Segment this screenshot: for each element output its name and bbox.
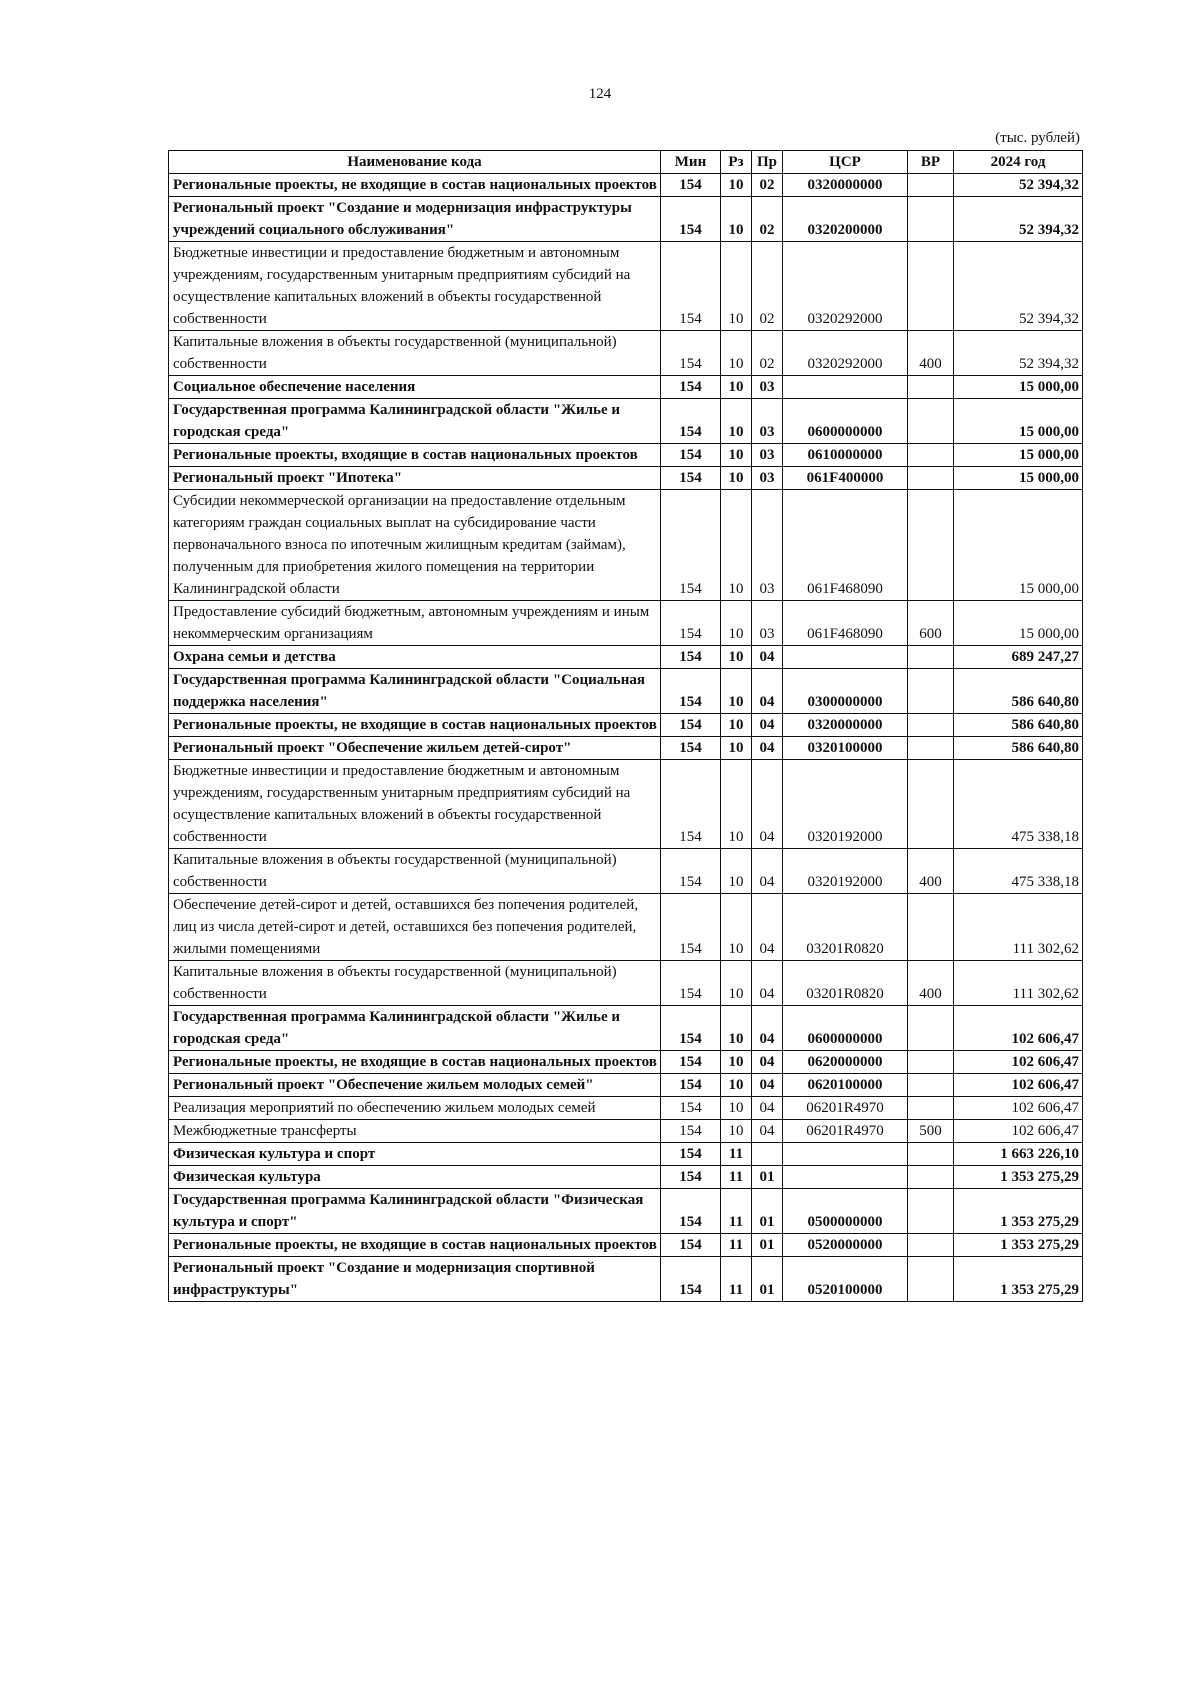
- cell-amount: 102 606,47: [954, 1120, 1083, 1143]
- cell-rz: 10: [721, 669, 752, 714]
- cell-pr: 04: [752, 894, 783, 961]
- cell-amount: 586 640,80: [954, 669, 1083, 714]
- cell-name: Физическая культура: [169, 1166, 661, 1189]
- header-name: Наименование кода: [169, 151, 661, 174]
- table-row: [169, 601, 1083, 646]
- cell-vr: [908, 376, 954, 399]
- table-row: [169, 1143, 1083, 1166]
- cell-min: 154: [661, 1257, 721, 1302]
- cell-rz: 10: [721, 444, 752, 467]
- cell-name: Государственная программа Калининградской области "Жилье и городская среда": [169, 1006, 661, 1051]
- cell-pr: 01: [752, 1234, 783, 1257]
- cell-vr: [908, 1189, 954, 1234]
- cell-name: Региональные проекты, не входящие в состав национальных проектов: [169, 714, 661, 737]
- table-row: [169, 467, 1083, 490]
- cell-pr: 04: [752, 1051, 783, 1074]
- cell-min: 154: [661, 1120, 721, 1143]
- cell-min: 154: [661, 376, 721, 399]
- cell-name: Охрана семьи и детства: [169, 646, 661, 669]
- cell-rz: 10: [721, 1120, 752, 1143]
- cell-pr: 01: [752, 1166, 783, 1189]
- cell-pr: 03: [752, 467, 783, 490]
- cell-pr: 01: [752, 1189, 783, 1234]
- cell-vr: [908, 1074, 954, 1097]
- cell-vr: 400: [908, 331, 954, 376]
- cell-name: Капитальные вложения в объекты государственной (муниципальной) собственности: [169, 849, 661, 894]
- cell-vr: [908, 399, 954, 444]
- cell-min: 154: [661, 490, 721, 601]
- cell-name: Субсидии некоммерческой организации на предоставление отдельным категориям граждан социальных выплат на субсидирование части первоначального взноса по ипотечным жилищным кредитам (займам), полученным для приобретения жилого помещения на территории Калининградской области: [169, 490, 661, 601]
- table-row: [169, 331, 1083, 376]
- cell-name: Физическая культура и спорт: [169, 1143, 661, 1166]
- cell-pr: 04: [752, 737, 783, 760]
- cell-csr: 0610000000: [783, 444, 908, 467]
- cell-csr: 03201R0820: [783, 961, 908, 1006]
- cell-csr: 0320192000: [783, 849, 908, 894]
- cell-csr: 0520100000: [783, 1257, 908, 1302]
- table-row: [169, 894, 1083, 961]
- cell-csr: 061F468090: [783, 490, 908, 601]
- cell-amount: 1 663 226,10: [954, 1143, 1083, 1166]
- cell-pr: 04: [752, 714, 783, 737]
- cell-min: 154: [661, 1189, 721, 1234]
- cell-pr: 02: [752, 242, 783, 331]
- cell-vr: [908, 174, 954, 197]
- cell-vr: [908, 1143, 954, 1166]
- header-pr: Пр: [752, 151, 783, 174]
- cell-amount: 1 353 275,29: [954, 1166, 1083, 1189]
- cell-csr: 0320000000: [783, 174, 908, 197]
- cell-name: Региональные проекты, не входящие в состав национальных проектов: [169, 1234, 661, 1257]
- cell-name: Бюджетные инвестиции и предоставление бюджетным и автономным учреждениям, государственным унитарным предприятиям субсидий на осуществление капитальных вложений в объекты государственной собственности: [169, 760, 661, 849]
- cell-min: 154: [661, 197, 721, 242]
- cell-amount: 52 394,32: [954, 331, 1083, 376]
- cell-rz: 10: [721, 760, 752, 849]
- header-amount: 2024 год: [954, 151, 1083, 174]
- cell-amount: 475 338,18: [954, 849, 1083, 894]
- table-row: [169, 1166, 1083, 1189]
- table-row: [169, 1257, 1083, 1302]
- cell-vr: [908, 242, 954, 331]
- page-number: 124: [588, 86, 612, 102]
- cell-amount: 111 302,62: [954, 961, 1083, 1006]
- cell-pr: 04: [752, 1074, 783, 1097]
- cell-name: Региональный проект "Создание и модернизация инфраструктуры учреждений социального обслуживания": [169, 197, 661, 242]
- cell-rz: 11: [721, 1143, 752, 1166]
- cell-amount: 15 000,00: [954, 399, 1083, 444]
- cell-min: 154: [661, 714, 721, 737]
- table-row: [169, 1120, 1083, 1143]
- cell-vr: [908, 646, 954, 669]
- cell-amount: 102 606,47: [954, 1051, 1083, 1074]
- cell-csr: 0600000000: [783, 1006, 908, 1051]
- cell-pr: 04: [752, 646, 783, 669]
- cell-rz: 11: [721, 1189, 752, 1234]
- cell-amount: 102 606,47: [954, 1074, 1083, 1097]
- cell-name: Региональный проект "Обеспечение жильем молодых семей": [169, 1074, 661, 1097]
- cell-pr: 04: [752, 1120, 783, 1143]
- cell-name: Региональный проект "Ипотека": [169, 467, 661, 490]
- cell-name: Региональные проекты, не входящие в состав национальных проектов: [169, 174, 661, 197]
- table-row: [169, 646, 1083, 669]
- cell-min: 154: [661, 961, 721, 1006]
- table-row: [169, 376, 1083, 399]
- cell-csr: 06201R4970: [783, 1097, 908, 1120]
- cell-rz: 10: [721, 961, 752, 1006]
- cell-amount: 52 394,32: [954, 174, 1083, 197]
- cell-pr: 02: [752, 197, 783, 242]
- cell-rz: 10: [721, 197, 752, 242]
- cell-rz: 10: [721, 331, 752, 376]
- cell-min: 154: [661, 467, 721, 490]
- cell-csr: 06201R4970: [783, 1120, 908, 1143]
- cell-min: 154: [661, 1097, 721, 1120]
- cell-csr: [783, 646, 908, 669]
- cell-rz: 10: [721, 467, 752, 490]
- table-row: [169, 1189, 1083, 1234]
- cell-vr: [908, 1234, 954, 1257]
- cell-vr: 400: [908, 961, 954, 1006]
- cell-pr: 03: [752, 399, 783, 444]
- cell-min: 154: [661, 894, 721, 961]
- cell-min: 154: [661, 646, 721, 669]
- cell-min: 154: [661, 444, 721, 467]
- cell-vr: 400: [908, 849, 954, 894]
- cell-rz: 10: [721, 894, 752, 961]
- cell-amount: 1 353 275,29: [954, 1234, 1083, 1257]
- cell-vr: 600: [908, 601, 954, 646]
- cell-rz: 10: [721, 737, 752, 760]
- table-row: [169, 961, 1083, 1006]
- cell-rz: 10: [721, 490, 752, 601]
- cell-pr: 01: [752, 1257, 783, 1302]
- table-row: [169, 1097, 1083, 1120]
- cell-vr: [908, 760, 954, 849]
- cell-vr: 500: [908, 1120, 954, 1143]
- cell-rz: 10: [721, 376, 752, 399]
- table-row: [169, 197, 1083, 242]
- cell-rz: 10: [721, 646, 752, 669]
- cell-csr: 0500000000: [783, 1189, 908, 1234]
- cell-min: 154: [661, 1234, 721, 1257]
- cell-name: Капитальные вложения в объекты государственной (муниципальной) собственности: [169, 961, 661, 1006]
- cell-csr: 0320292000: [783, 242, 908, 331]
- cell-name: Региональный проект "Обеспечение жильем детей-сирот": [169, 737, 661, 760]
- cell-vr: [908, 669, 954, 714]
- table-row: [169, 399, 1083, 444]
- cell-vr: [908, 197, 954, 242]
- cell-csr: [783, 376, 908, 399]
- cell-pr: 04: [752, 669, 783, 714]
- cell-pr: 04: [752, 1006, 783, 1051]
- cell-vr: [908, 1257, 954, 1302]
- cell-name: Социальное обеспечение населения: [169, 376, 661, 399]
- cell-pr: 04: [752, 1097, 783, 1120]
- units-label: (тыс. рублей): [995, 130, 1080, 146]
- cell-amount: 52 394,32: [954, 197, 1083, 242]
- cell-rz: 11: [721, 1166, 752, 1189]
- cell-vr: [908, 1006, 954, 1051]
- table-row: [169, 1234, 1083, 1257]
- cell-pr: 03: [752, 490, 783, 601]
- table-row: [169, 1051, 1083, 1074]
- cell-pr: 04: [752, 849, 783, 894]
- cell-amount: 102 606,47: [954, 1006, 1083, 1051]
- table-row: [169, 174, 1083, 197]
- table-row: [169, 1074, 1083, 1097]
- cell-min: 154: [661, 1143, 721, 1166]
- cell-min: 154: [661, 737, 721, 760]
- cell-rz: 10: [721, 242, 752, 331]
- cell-min: 154: [661, 601, 721, 646]
- cell-rz: 10: [721, 399, 752, 444]
- header-vr: ВР: [908, 151, 954, 174]
- table-row: [169, 444, 1083, 467]
- cell-amount: 15 000,00: [954, 601, 1083, 646]
- table-row: [169, 760, 1083, 849]
- cell-amount: 52 394,32: [954, 242, 1083, 331]
- cell-min: 154: [661, 174, 721, 197]
- cell-amount: 475 338,18: [954, 760, 1083, 849]
- cell-csr: 0320192000: [783, 760, 908, 849]
- cell-rz: 10: [721, 849, 752, 894]
- cell-vr: [908, 1166, 954, 1189]
- cell-min: 154: [661, 331, 721, 376]
- cell-csr: 0520000000: [783, 1234, 908, 1257]
- cell-amount: 15 000,00: [954, 490, 1083, 601]
- cell-csr: [783, 1143, 908, 1166]
- table-row: [169, 490, 1083, 601]
- cell-amount: 15 000,00: [954, 467, 1083, 490]
- cell-rz: 10: [721, 174, 752, 197]
- cell-pr: 02: [752, 174, 783, 197]
- cell-min: 154: [661, 1074, 721, 1097]
- table-row: [169, 1006, 1083, 1051]
- cell-min: 154: [661, 1006, 721, 1051]
- cell-amount: 15 000,00: [954, 444, 1083, 467]
- cell-csr: 03201R0820: [783, 894, 908, 961]
- table-row: [169, 669, 1083, 714]
- cell-csr: 061F468090: [783, 601, 908, 646]
- table-row: [169, 737, 1083, 760]
- cell-min: 154: [661, 1051, 721, 1074]
- cell-amount: 586 640,80: [954, 737, 1083, 760]
- cell-csr: 0300000000: [783, 669, 908, 714]
- cell-amount: 689 247,27: [954, 646, 1083, 669]
- cell-csr: 061F400000: [783, 467, 908, 490]
- cell-rz: 10: [721, 714, 752, 737]
- cell-name: Региональный проект "Создание и модернизация спортивной инфраструктуры": [169, 1257, 661, 1302]
- cell-name: Бюджетные инвестиции и предоставление бюджетным и автономным учреждениям, государственным унитарным предприятиям субсидий на осуществление капитальных вложений в объекты государственной собственности: [169, 242, 661, 331]
- cell-min: 154: [661, 669, 721, 714]
- header-csr: ЦСР: [783, 151, 908, 174]
- cell-min: 154: [661, 849, 721, 894]
- cell-csr: 0320000000: [783, 714, 908, 737]
- table-row: [169, 849, 1083, 894]
- cell-name: Государственная программа Калининградской области "Социальная поддержка населения": [169, 669, 661, 714]
- cell-csr: 0620000000: [783, 1051, 908, 1074]
- budget-table: [168, 150, 1083, 1302]
- header-min: Мин: [661, 151, 721, 174]
- cell-name: Региональные проекты, не входящие в состав национальных проектов: [169, 1051, 661, 1074]
- cell-csr: 0320100000: [783, 737, 908, 760]
- cell-csr: 0320292000: [783, 331, 908, 376]
- cell-pr: [752, 1143, 783, 1166]
- cell-name: Капитальные вложения в объекты государственной (муниципальной) собственности: [169, 331, 661, 376]
- cell-min: 154: [661, 242, 721, 331]
- cell-pr: 03: [752, 444, 783, 467]
- cell-name: Государственная программа Калининградской области "Физическая культура и спорт": [169, 1189, 661, 1234]
- table-header-row: [169, 151, 1083, 174]
- cell-vr: [908, 444, 954, 467]
- cell-min: 154: [661, 760, 721, 849]
- cell-vr: [908, 1051, 954, 1074]
- cell-vr: [908, 467, 954, 490]
- cell-csr: 0600000000: [783, 399, 908, 444]
- cell-name: Государственная программа Калининградской области "Жилье и городская среда": [169, 399, 661, 444]
- header-rz: Рз: [721, 151, 752, 174]
- cell-name: Межбюджетные трансферты: [169, 1120, 661, 1143]
- cell-pr: 03: [752, 601, 783, 646]
- cell-min: 154: [661, 399, 721, 444]
- cell-name: Предоставление субсидий бюджетным, автономным учреждениям и иным некоммерческим организациям: [169, 601, 661, 646]
- cell-amount: 102 606,47: [954, 1097, 1083, 1120]
- cell-rz: 11: [721, 1257, 752, 1302]
- cell-amount: 1 353 275,29: [954, 1257, 1083, 1302]
- cell-vr: [908, 894, 954, 961]
- cell-vr: [908, 714, 954, 737]
- cell-rz: 10: [721, 601, 752, 646]
- cell-amount: 111 302,62: [954, 894, 1083, 961]
- cell-rz: 10: [721, 1097, 752, 1120]
- table-body: [169, 174, 1083, 1302]
- cell-name: Региональные проекты, входящие в состав национальных проектов: [169, 444, 661, 467]
- cell-vr: [908, 737, 954, 760]
- cell-rz: 11: [721, 1234, 752, 1257]
- cell-name: Реализация мероприятий по обеспечению жильем молодых семей: [169, 1097, 661, 1120]
- table-row: [169, 714, 1083, 737]
- cell-csr: 0320200000: [783, 197, 908, 242]
- cell-amount: 586 640,80: [954, 714, 1083, 737]
- cell-min: 154: [661, 1166, 721, 1189]
- cell-amount: 1 353 275,29: [954, 1189, 1083, 1234]
- cell-csr: 0620100000: [783, 1074, 908, 1097]
- cell-pr: 02: [752, 331, 783, 376]
- cell-pr: 04: [752, 760, 783, 849]
- cell-name: Обеспечение детей-сирот и детей, оставшихся без попечения родителей, лиц из числа детей-сирот и детей, оставшихся без попечения родителей, жилыми помещениями: [169, 894, 661, 961]
- cell-pr: 04: [752, 961, 783, 1006]
- cell-pr: 03: [752, 376, 783, 399]
- cell-rz: 10: [721, 1006, 752, 1051]
- cell-rz: 10: [721, 1074, 752, 1097]
- cell-vr: [908, 1097, 954, 1120]
- table-row: [169, 242, 1083, 331]
- cell-vr: [908, 490, 954, 601]
- cell-amount: 15 000,00: [954, 376, 1083, 399]
- cell-rz: 10: [721, 1051, 752, 1074]
- cell-csr: [783, 1166, 908, 1189]
